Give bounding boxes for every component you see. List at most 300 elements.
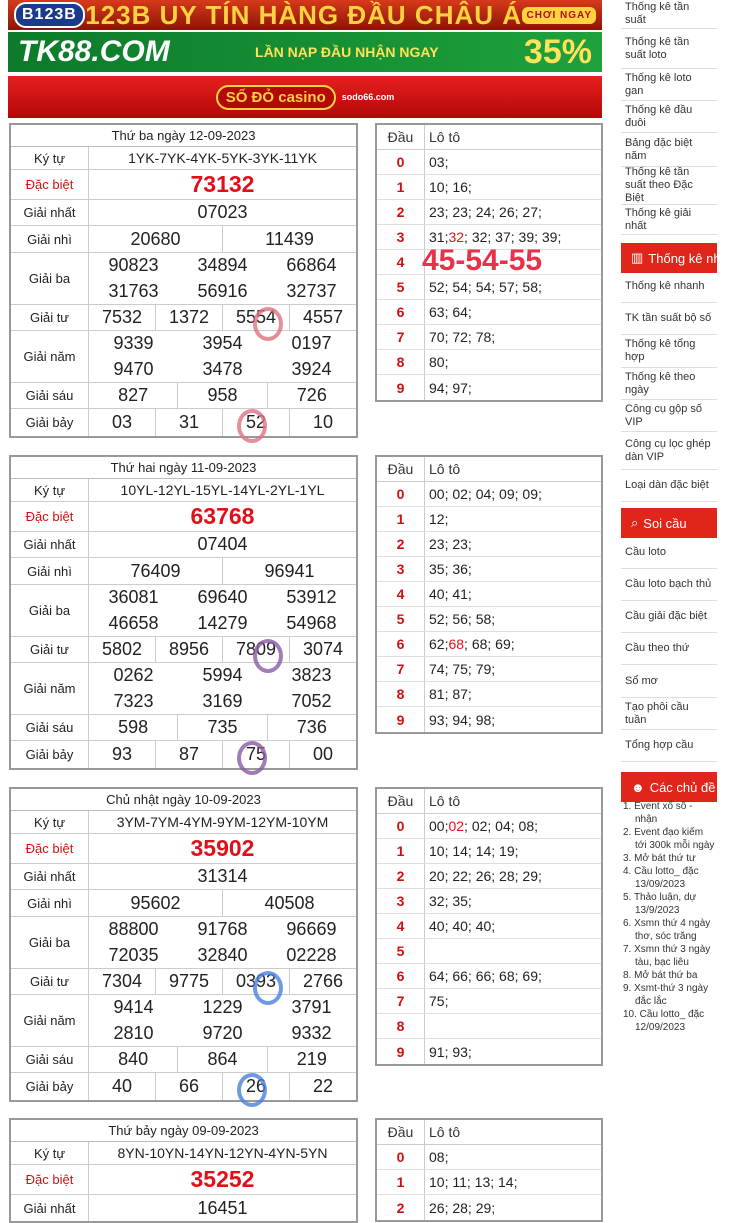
sidebar-head-stats bbox=[621, 243, 742, 273]
prize-number: 8956 bbox=[155, 637, 222, 662]
result-date: Chủ nhật ngày 10-09-2023 bbox=[11, 789, 356, 811]
loto-dau: 2 bbox=[377, 864, 425, 888]
loto-values bbox=[425, 939, 601, 963]
prize-number: 3169 bbox=[202, 690, 243, 711]
prize-number: 54968 bbox=[286, 612, 337, 633]
sidebar-item[interactable]: Thống kê tần suất bbox=[621, 0, 717, 29]
loto-number: 08; bbox=[429, 1149, 449, 1165]
loto-row bbox=[377, 507, 601, 532]
loto-dau: 1 bbox=[377, 507, 425, 531]
loto-number: 68 bbox=[448, 636, 465, 652]
loto-header-loto: Lô tô bbox=[429, 1124, 461, 1140]
prize-number: 31 bbox=[155, 409, 222, 436]
loto-row bbox=[377, 939, 601, 964]
result-row-values bbox=[89, 864, 356, 889]
result-row-values bbox=[89, 917, 356, 968]
banner-123b[interactable] bbox=[8, 0, 602, 30]
loto-header-dau: Đầu bbox=[377, 125, 425, 149]
result-table bbox=[9, 787, 358, 1102]
loto-row bbox=[377, 582, 601, 607]
loto-header-dau: Đầu bbox=[377, 457, 425, 481]
prize-number: 96941 bbox=[222, 558, 356, 584]
prize-number: 7052 bbox=[291, 690, 332, 711]
prize-number: 31763 bbox=[108, 280, 159, 301]
result-row-values bbox=[89, 637, 356, 662]
loto-number: ; 32; 37; 39; 39; bbox=[464, 229, 562, 245]
sidebar-item[interactable]: Thống kê đầu đuôi bbox=[621, 101, 717, 133]
sidebar-item[interactable]: Cầu loto bbox=[621, 537, 717, 569]
loto-number: 62; bbox=[429, 636, 449, 652]
result-row-values bbox=[89, 1195, 356, 1221]
result-row bbox=[11, 253, 356, 305]
prize-number: 32737 bbox=[286, 280, 337, 301]
result-row-values bbox=[89, 741, 356, 768]
topic-link[interactable]: 10. Cầu lotto_ đặc 12/09/2023 bbox=[623, 1009, 705, 1033]
result-row-label: Đặc biệt bbox=[11, 170, 89, 199]
loto-row bbox=[377, 607, 601, 632]
loto-number: 40; 41; bbox=[429, 586, 472, 602]
result-row bbox=[11, 226, 356, 253]
sidebar-item[interactable]: Cầu theo thứ bbox=[621, 633, 717, 665]
prize-number: 9775 bbox=[155, 969, 222, 994]
loto-number: 91; 93; bbox=[429, 1043, 472, 1060]
prize-number: 827 bbox=[118, 385, 149, 405]
result-row bbox=[11, 1142, 356, 1165]
loto-dau: 3 bbox=[377, 557, 425, 581]
sidebar-head-topics-label: Các chủ đề bbox=[649, 779, 716, 795]
sidebar-item[interactable]: Cầu giải đặc biệt bbox=[621, 601, 717, 633]
loto-dau: 9 bbox=[377, 1039, 425, 1064]
loto-dau: 9 bbox=[377, 707, 425, 732]
sidebar-item[interactable]: Thống kê tần suất loto bbox=[621, 29, 717, 69]
topic-link[interactable]: 5. Thảo luận, dự 13/9/2023 bbox=[623, 892, 697, 916]
loto-values bbox=[425, 1014, 601, 1038]
prize-number: 2766 bbox=[289, 969, 356, 994]
banner-tk88-promo: LẦN NẠP ĐẦU NHẬN NGAY bbox=[255, 43, 439, 60]
result-row-values bbox=[89, 532, 356, 557]
loto-values bbox=[425, 839, 601, 863]
prize-number: 864 bbox=[177, 1047, 266, 1072]
sidebar-item[interactable]: Thống kê loto gan bbox=[621, 69, 717, 101]
result-row-label: Giải nhất bbox=[11, 864, 89, 889]
result-row-label: Đặc biệt bbox=[11, 834, 89, 863]
result-row bbox=[11, 479, 356, 502]
result-row-label: Ký tự bbox=[11, 811, 89, 833]
prize-number: 73132 bbox=[190, 171, 255, 197]
prize-number: 3YM-7YM-4YM-9YM-12YM-10YM bbox=[116, 814, 329, 830]
loto-dau: 4 bbox=[377, 914, 425, 938]
sidebar-head-soicau bbox=[621, 508, 717, 538]
sidebar-item[interactable]: Công cụ lọc ghép dàn VIP bbox=[621, 432, 717, 470]
sidebar-item[interactable]: Tổng hợp cầu bbox=[621, 730, 717, 762]
sidebar-head-soicau-label: Soi cầu bbox=[643, 515, 687, 531]
result-row-values bbox=[89, 502, 356, 531]
prize-number: 3074 bbox=[289, 637, 356, 662]
result-row-label: Giải nhất bbox=[11, 200, 89, 225]
banner-sodo-sub: sodo66.com bbox=[341, 92, 395, 102]
prize-number: 34894 bbox=[197, 255, 248, 276]
result-row bbox=[11, 532, 356, 558]
result-row-label: Giải tư bbox=[11, 637, 89, 662]
loto-row bbox=[377, 275, 601, 300]
loto-number: 64; 66; 66; 68; 69; bbox=[429, 968, 542, 984]
result-row-label: Giải nhì bbox=[11, 226, 89, 252]
result-row-values bbox=[89, 995, 356, 1046]
result-row-label: Giải bảy bbox=[11, 409, 89, 436]
banner-tk88-brand: TK88.COM bbox=[18, 35, 170, 68]
prize-number: 22 bbox=[289, 1073, 356, 1100]
loto-number: 12; bbox=[429, 511, 449, 527]
sidebar-stats-list bbox=[621, 0, 717, 235]
sidebar-item[interactable]: TK tần suất bộ số bbox=[621, 303, 717, 335]
overlay-prediction-text: 45-54-55 bbox=[422, 244, 543, 277]
result-table bbox=[9, 1118, 358, 1223]
result-row-values bbox=[89, 890, 356, 916]
sidebar-item[interactable]: Thống kê giải nhất bbox=[621, 205, 717, 235]
result-row-values bbox=[89, 479, 356, 501]
sidebar-item[interactable]: Bảng đặc biệt năm bbox=[621, 133, 717, 167]
loto-values bbox=[425, 482, 601, 506]
sidebar-soicau-list bbox=[621, 537, 717, 762]
loto-number: 75; bbox=[429, 993, 449, 1009]
result-row-values bbox=[89, 1142, 356, 1164]
result-row-label: Giải sáu bbox=[11, 715, 89, 740]
loto-values bbox=[425, 175, 601, 199]
loto-values bbox=[425, 325, 601, 349]
prize-number: 69640 bbox=[197, 587, 248, 608]
loto-header bbox=[377, 457, 601, 482]
loto-row bbox=[377, 300, 601, 325]
loto-values bbox=[425, 989, 601, 1013]
topic-link[interactable]: 2. Event đạo kiếm tới 300k mỗi ngày bbox=[623, 827, 715, 851]
loto-values bbox=[425, 582, 601, 606]
prize-number: 3791 bbox=[291, 997, 332, 1018]
users-icon: ☻ bbox=[631, 779, 645, 795]
loto-values bbox=[425, 964, 601, 988]
prize-number: 52 bbox=[222, 409, 289, 436]
prize-number: 07023 bbox=[197, 202, 248, 222]
loto-number: 02 bbox=[448, 818, 465, 834]
loto-table bbox=[375, 787, 603, 1066]
loto-row bbox=[377, 482, 601, 507]
loto-dau: 2 bbox=[377, 532, 425, 556]
prize-number: 7323 bbox=[113, 690, 154, 711]
loto-row bbox=[377, 864, 601, 889]
sidebar-item[interactable]: Thống kê theo ngày bbox=[621, 368, 717, 400]
banner-sodo[interactable] bbox=[8, 76, 602, 118]
sidebar-topics bbox=[621, 800, 717, 1034]
loto-header-loto: Lô tô bbox=[429, 129, 461, 145]
prize-number: 9339 bbox=[113, 333, 154, 354]
result-row-label: Đặc biệt bbox=[11, 1165, 89, 1194]
loto-number: 31; bbox=[429, 229, 449, 245]
prize-number: 958 bbox=[177, 383, 266, 408]
prize-number: 66 bbox=[155, 1073, 222, 1100]
result-row-values bbox=[89, 715, 356, 740]
loto-row bbox=[377, 557, 601, 582]
sidebar-item[interactable]: Loại dàn đặc biệt bbox=[621, 470, 717, 502]
result-row-values bbox=[89, 147, 356, 169]
result-row-values bbox=[89, 383, 356, 408]
banner-123b-text: 123B UY TÍN HÀNG ĐẦU CHÂU Á bbox=[85, 0, 523, 30]
loto-values bbox=[425, 275, 601, 299]
result-row-label: Giải tư bbox=[11, 969, 89, 994]
loto-dau: 3 bbox=[377, 225, 425, 249]
topic-link[interactable]: 3. Mở bát thứ tư bbox=[623, 853, 696, 864]
loto-row bbox=[377, 1014, 601, 1039]
sidebar-item[interactable]: Tạo phôi cầu tuần bbox=[621, 698, 717, 730]
result-row bbox=[11, 147, 356, 170]
loto-values bbox=[425, 300, 601, 324]
prize-number: 14279 bbox=[197, 612, 248, 633]
result-row-label: Giải bảy bbox=[11, 1073, 89, 1100]
result-row-values bbox=[89, 253, 356, 304]
prize-number: 840 bbox=[118, 1049, 149, 1069]
loto-values bbox=[425, 532, 601, 556]
result-row bbox=[11, 331, 356, 383]
loto-row bbox=[377, 1039, 601, 1064]
loto-row bbox=[377, 839, 601, 864]
loto-row bbox=[377, 325, 601, 350]
loto-values bbox=[425, 150, 601, 174]
result-row-values bbox=[89, 558, 356, 584]
topic-link[interactable]: 1. Event xổ số - nhận bbox=[623, 801, 693, 825]
prize-number: 36081 bbox=[108, 587, 159, 608]
prize-number: 07404 bbox=[197, 534, 248, 554]
loto-values bbox=[425, 707, 601, 732]
loto-row bbox=[377, 632, 601, 657]
loto-dau: 0 bbox=[377, 1145, 425, 1169]
loto-values bbox=[425, 889, 601, 913]
loto-values bbox=[425, 1145, 601, 1169]
result-row bbox=[11, 741, 356, 768]
loto-number: 10; 16; bbox=[429, 179, 472, 195]
topic-link[interactable]: 4. Cầu lotto_ đặc 13/09/2023 bbox=[623, 866, 699, 890]
loto-dau: 4 bbox=[377, 250, 425, 274]
loto-values bbox=[425, 1195, 601, 1220]
loto-values bbox=[425, 375, 601, 400]
result-row-label: Giải ba bbox=[11, 253, 89, 304]
result-row-values bbox=[89, 305, 356, 330]
sidebar-item[interactable]: Công cụ gộp số VIP bbox=[621, 400, 717, 432]
prize-number: 72035 bbox=[108, 944, 159, 965]
loto-dau: 2 bbox=[377, 200, 425, 224]
result-row-values bbox=[89, 409, 356, 436]
loto-dau: 1 bbox=[377, 175, 425, 199]
loto-header-loto: Lô tô bbox=[429, 793, 461, 809]
prize-number: 76409 bbox=[130, 560, 181, 581]
prize-number: 35252 bbox=[190, 1166, 255, 1192]
result-row-label: Giải ba bbox=[11, 917, 89, 968]
loto-number: 52; 56; 58; bbox=[429, 611, 496, 627]
sidebar-item[interactable]: Thống kê tần suất theo Đặc Biệt bbox=[621, 167, 717, 205]
loto-values bbox=[425, 864, 601, 888]
loto-dau: 6 bbox=[377, 300, 425, 324]
loto-number: 10; 11; 13; 14; bbox=[429, 1174, 518, 1190]
result-row-label: Giải năm bbox=[11, 331, 89, 382]
result-date: Thứ hai ngày 11-09-2023 bbox=[11, 457, 356, 479]
loto-number: ; 02; 04; 08; bbox=[464, 818, 538, 834]
prize-number: 3823 bbox=[291, 665, 332, 686]
result-date: Thứ ba ngày 12-09-2023 bbox=[11, 125, 356, 147]
loto-values bbox=[425, 200, 601, 224]
prize-number: 26 bbox=[222, 1073, 289, 1100]
result-row bbox=[11, 811, 356, 834]
loto-number: 35; 36; bbox=[429, 561, 472, 577]
result-row bbox=[11, 1165, 356, 1195]
prize-number: 5554 bbox=[222, 305, 289, 330]
result-row bbox=[11, 663, 356, 715]
prize-number: 00 bbox=[289, 741, 356, 768]
loto-header-dau: Đầu bbox=[377, 789, 425, 813]
result-row-values bbox=[89, 331, 356, 382]
prize-number: 93 bbox=[111, 744, 133, 764]
result-row bbox=[11, 917, 356, 969]
result-row bbox=[11, 585, 356, 637]
sidebar-quick-list bbox=[621, 271, 717, 502]
loto-dau: 8 bbox=[377, 1014, 425, 1038]
loto-number: 20; 22; 26; 28; 29; bbox=[429, 868, 542, 884]
result-row bbox=[11, 170, 356, 200]
result-row-values bbox=[89, 200, 356, 225]
result-row bbox=[11, 969, 356, 995]
result-row-label: Giải sáu bbox=[11, 1047, 89, 1072]
result-row bbox=[11, 409, 356, 436]
loto-row bbox=[377, 375, 601, 400]
prize-number: 4557 bbox=[289, 305, 356, 330]
loto-values bbox=[425, 507, 601, 531]
topic-link[interactable]: 8. Mở bát thứ ba bbox=[623, 970, 698, 981]
loto-header bbox=[377, 789, 601, 814]
result-row bbox=[11, 1195, 356, 1221]
prize-number: 91768 bbox=[197, 919, 248, 940]
loto-number: 00; 02; 04; 09; 09; bbox=[429, 486, 542, 502]
loto-dau: 6 bbox=[377, 632, 425, 656]
prize-number: 0393 bbox=[222, 969, 289, 994]
result-row-label: Giải nhì bbox=[11, 558, 89, 584]
prize-number: 10YL-12YL-15YL-14YL-2YL-1YL bbox=[120, 482, 325, 498]
prize-number: 53912 bbox=[286, 587, 337, 608]
result-row bbox=[11, 383, 356, 409]
loto-values bbox=[425, 814, 601, 838]
loto-values bbox=[425, 657, 601, 681]
result-row-values bbox=[89, 811, 356, 833]
loto-number: 74; 75; 79; bbox=[429, 661, 496, 677]
loto-number: ; 68; 69; bbox=[464, 636, 515, 652]
result-row-values bbox=[89, 663, 356, 714]
loto-number: 32; 35; bbox=[429, 893, 472, 909]
topic-link[interactable]: 6. Xsmn thứ 4 ngày thơ, sóc trăng bbox=[623, 918, 711, 942]
loto-number: 63; 64; bbox=[429, 304, 472, 320]
loto-number: 00; bbox=[429, 818, 449, 834]
prize-number: 75 bbox=[222, 741, 289, 768]
loto-row bbox=[377, 989, 601, 1014]
loto-dau: 1 bbox=[377, 1170, 425, 1194]
topic-link[interactable]: 7. Xsmn thứ 3 ngày tàu, bạc liêu bbox=[623, 944, 711, 968]
prize-number: 598 bbox=[118, 717, 149, 737]
result-row bbox=[11, 200, 356, 226]
loto-dau: 3 bbox=[377, 889, 425, 913]
banner-tk88[interactable] bbox=[8, 32, 602, 72]
search-icon: ⌕ bbox=[631, 515, 639, 530]
banner-123b-logo: B123B bbox=[14, 2, 85, 28]
prize-number: 40 bbox=[111, 1076, 133, 1096]
result-row-label: Giải bảy bbox=[11, 741, 89, 768]
prize-number: 46658 bbox=[108, 612, 159, 633]
topic-link[interactable]: 9. Xsmt-thứ 3 ngày đắc lắc bbox=[623, 983, 709, 1007]
loto-dau: 0 bbox=[377, 814, 425, 838]
prize-number: 87 bbox=[155, 741, 222, 768]
prize-number: 219 bbox=[267, 1047, 356, 1072]
loto-row bbox=[377, 350, 601, 375]
result-row bbox=[11, 637, 356, 663]
result-row bbox=[11, 1047, 356, 1073]
loto-row bbox=[377, 1170, 601, 1195]
loto-dau: 6 bbox=[377, 964, 425, 988]
result-row-label: Ký tự bbox=[11, 479, 89, 501]
loto-number: 26; 28; 29; bbox=[429, 1199, 496, 1216]
result-row-values bbox=[89, 1073, 356, 1100]
result-row-label: Giải tư bbox=[11, 305, 89, 330]
prize-number: 63768 bbox=[190, 503, 255, 529]
prize-number: 5802 bbox=[101, 639, 143, 659]
result-row-label: Đặc biệt bbox=[11, 502, 89, 531]
sidebar-item[interactable]: Thống kê nhanh bbox=[621, 271, 717, 303]
loto-dau: 7 bbox=[377, 989, 425, 1013]
loto-number: 93; 94; 98; bbox=[429, 711, 496, 728]
loto-number: 32 bbox=[448, 229, 465, 245]
prize-number: 726 bbox=[267, 383, 356, 408]
result-row bbox=[11, 1073, 356, 1100]
prize-number: 736 bbox=[267, 715, 356, 740]
prize-number: 56916 bbox=[197, 280, 248, 301]
prize-number: 1372 bbox=[155, 305, 222, 330]
loto-dau: 8 bbox=[377, 350, 425, 374]
loto-row bbox=[377, 175, 601, 200]
loto-row bbox=[377, 657, 601, 682]
result-row-values bbox=[89, 170, 356, 199]
loto-row bbox=[377, 682, 601, 707]
prize-number: 0197 bbox=[291, 333, 332, 354]
loto-row bbox=[377, 707, 601, 732]
loto-values bbox=[425, 350, 601, 374]
loto-values bbox=[425, 557, 601, 581]
loto-row bbox=[377, 814, 601, 839]
sidebar-item[interactable]: Sổ mơ bbox=[621, 665, 717, 698]
prize-number: 3478 bbox=[202, 358, 243, 379]
sidebar-item[interactable]: Thống kê tổng hợp bbox=[621, 335, 717, 368]
prize-number: 1229 bbox=[202, 997, 243, 1018]
loto-row bbox=[377, 1195, 601, 1220]
loto-values bbox=[425, 914, 601, 938]
banner-123b-cta[interactable]: CHƠI NGAY bbox=[522, 7, 596, 24]
result-row bbox=[11, 305, 356, 331]
prize-number: 9332 bbox=[291, 1022, 332, 1043]
loto-values bbox=[425, 1170, 601, 1194]
loto-number: 80; bbox=[429, 354, 449, 370]
result-row-label: Giải nhì bbox=[11, 890, 89, 916]
loto-number: 81; 87; bbox=[429, 686, 472, 702]
result-row bbox=[11, 864, 356, 890]
prize-number: 735 bbox=[177, 715, 266, 740]
loto-values bbox=[425, 1039, 601, 1064]
result-row-label: Giải sáu bbox=[11, 383, 89, 408]
result-row bbox=[11, 834, 356, 864]
sidebar-item[interactable]: Cầu loto bạch thủ bbox=[621, 569, 717, 601]
loto-number: 23; 23; bbox=[429, 536, 472, 552]
result-row-label: Giải ba bbox=[11, 585, 89, 636]
prize-number: 10 bbox=[289, 409, 356, 436]
